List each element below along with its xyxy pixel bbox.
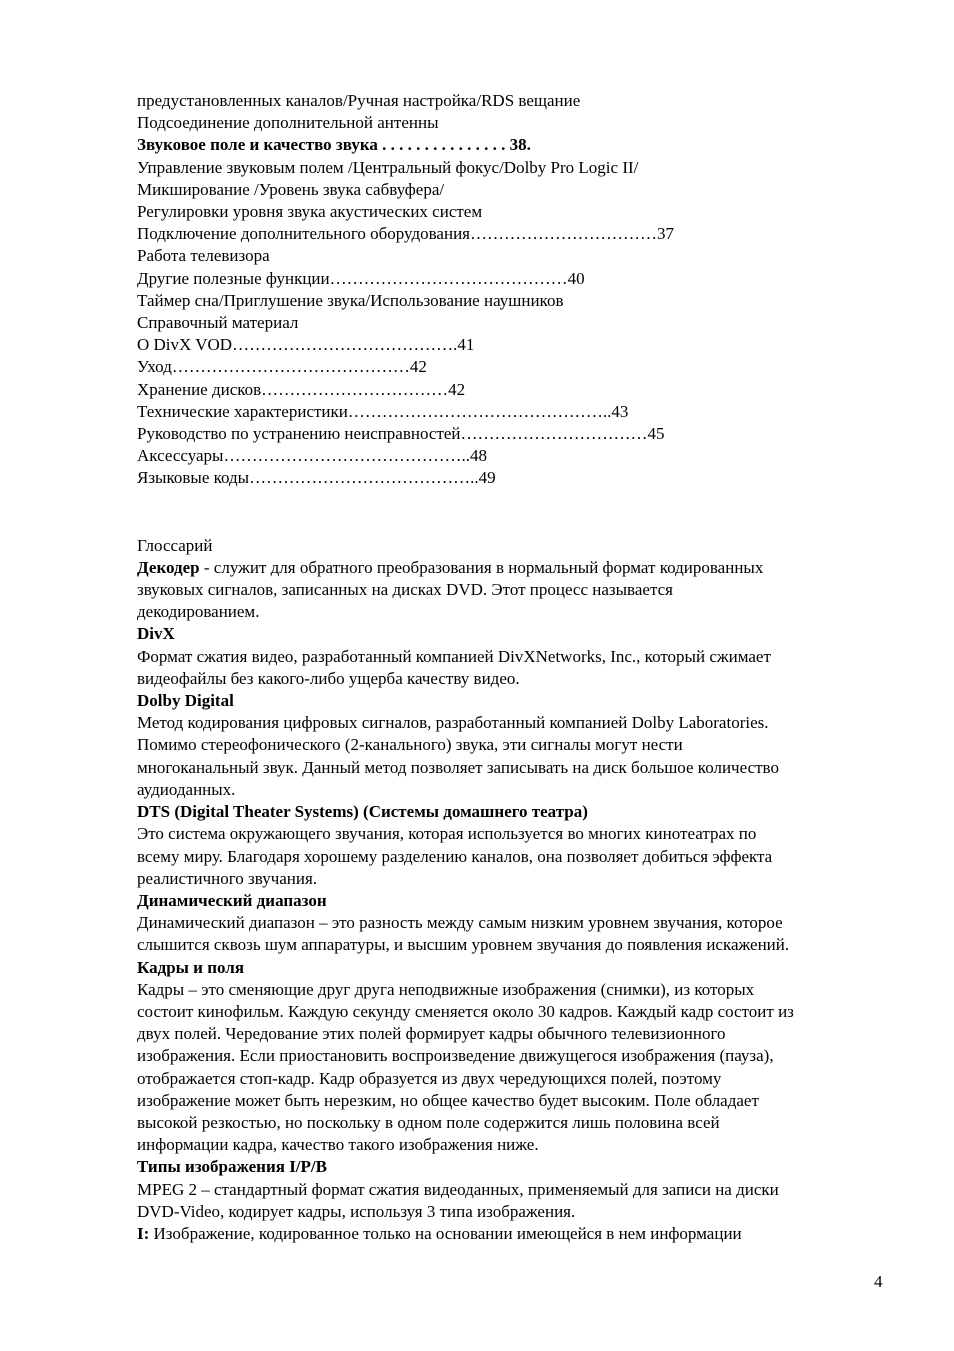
glossary-line: Типы изображения I/P/B — [137, 1157, 327, 1177]
glossary-line: состоит кинофильм. Каждую секунду сменяется около 30 кадров. Каждый кадр состоит из — [137, 1001, 794, 1021]
toc-line: Работа телевизора — [137, 246, 270, 266]
glossary-line: слышится сквозь шум аппаратуры, и высшим уровнем звучания до появления искажений. — [137, 935, 790, 955]
glossary-line: Глоссарий — [137, 535, 213, 555]
glossary-line: Формат сжатия видео, разработанный компанией DivXNetworks, Inc., который сжимает — [137, 646, 771, 666]
glossary-line: реалистичного звучания. — [137, 868, 318, 888]
glossary-line: Кадры – это сменяющие друг друга неподвижные изображения (снимки), из которых — [137, 979, 755, 999]
toc-line: Звуковое поле и качество звука . . . . . . . . . . . . . . . 38. — [137, 135, 531, 155]
toc-line: Подсоединение дополнительной антенны — [137, 113, 439, 133]
toc-line: Аксессуары……………………………………..48 — [137, 446, 487, 466]
toc-line: Таймер сна/Приглушение звука/Использование наушников — [137, 290, 564, 310]
glossary-line — [137, 1223, 897, 1245]
toc-line: Регулировки уровня звука акустических систем — [137, 202, 483, 222]
toc-line: Подключение дополнительного оборудования……………………………37 — [137, 224, 674, 244]
section-gap — [137, 490, 897, 535]
glossary-line: Динамический диапазон — [137, 890, 327, 910]
glossary-text: Изображение, кодированное только на основании имеющейся в нем информации — [149, 1223, 742, 1243]
toc-line: Технические характеристики………………………………………..43 — [137, 401, 629, 421]
glossary-line: DTS (Digital Theater Systems) (Системы домашнего театра) — [137, 802, 588, 822]
toc-line: Микширование /Уровень звука сабвуфера/ — [137, 179, 445, 199]
page-number: 4 — [874, 1272, 883, 1291]
glossary-line: DVD-Video, кодирует кадры, используя 3 типа изображения. — [137, 1201, 576, 1221]
toc-line: Языковые коды…………………………………..49 — [137, 468, 496, 488]
glossary-line: всему миру. Благодаря хорошему разделению каналов, она позволяет добиться эффекта — [137, 846, 773, 866]
toc-line: Руководство по устранению неисправностей……………………………45 — [137, 424, 665, 444]
glossary-line: многоканальный звук. Данный метод позволяет записывать на диск большое количество — [137, 757, 779, 777]
glossary-line: Это система окружающего звучания, которая используется во многих кинотеатрах по — [137, 824, 757, 844]
toc-line: Другие полезные функции……………………………………40 — [137, 268, 585, 288]
glossary-text: - служит для обратного преобразования в нормальный формат кодированных — [199, 557, 764, 577]
document-page — [137, 90, 897, 1245]
glossary-line: Кадры и поля — [137, 957, 245, 977]
glossary-line: Помимо стереофонического (2-канального) звука, эти сигналы могут нести — [137, 735, 683, 755]
glossary-line: высокой резкостью, но поскольку в одном поле содержится лишь половина всей — [137, 1112, 720, 1132]
table-of-contents — [137, 90, 897, 490]
toc-line: Справочный материал — [137, 313, 299, 333]
glossary-line: аудиоданных. — [137, 779, 236, 799]
glossary-line — [137, 557, 897, 579]
glossary-line: информации кадра, качество такого изображения ниже. — [137, 1135, 539, 1155]
glossary-line: звуковых сигналов, записанных на дисках DVD. Этот процесс называется — [137, 580, 673, 600]
toc-line: предустановленных каналов/Ручная настройка/RDS вещание — [137, 91, 581, 110]
glossary-line: DivX — [137, 624, 175, 644]
toc-line: Уход……………………………………42 — [137, 357, 427, 377]
glossary-line: MPEG 2 – стандартный формат сжатия видеоданных, применяемый для записи на диски — [137, 1179, 779, 1199]
glossary-line: изображения. Если приостановить воспроизведение движущегося изображения (пауза), — [137, 1046, 774, 1066]
glossary-term: I: — [137, 1223, 150, 1243]
toc-line: О DivX VOD………………………………….41 — [137, 335, 475, 355]
glossary-line: декодированием. — [137, 602, 260, 622]
glossary-term: Декодер — [137, 557, 200, 577]
toc-line: Хранение дисков……………………………42 — [137, 379, 466, 399]
glossary-section — [137, 535, 897, 1246]
glossary-line: изображение может быть нерезким, но общее качество будет высоким. Поле обладает — [137, 1090, 759, 1110]
glossary-line: видеофайлы без какого-либо ущерба качеству видео. — [137, 668, 520, 688]
glossary-line: Метод кодирования цифровых сигналов, разработанный компанией Dolby Laboratories. — [137, 713, 769, 733]
glossary-line: двух полей. Чередование этих полей формирует кадры обычного телевизионного — [137, 1024, 726, 1044]
glossary-line: отображается стоп-кадр. Кадр образуется из двух чередующихся полей, поэтому — [137, 1068, 722, 1088]
glossary-line: Dolby Digital — [137, 691, 234, 711]
glossary-line: Динамический диапазон – это разность между самым низким уровнем звучания, которое — [137, 913, 783, 933]
toc-line: Управление звуковым полем /Центральный фокус/Dolby Pro Logic II/ — [137, 157, 639, 177]
